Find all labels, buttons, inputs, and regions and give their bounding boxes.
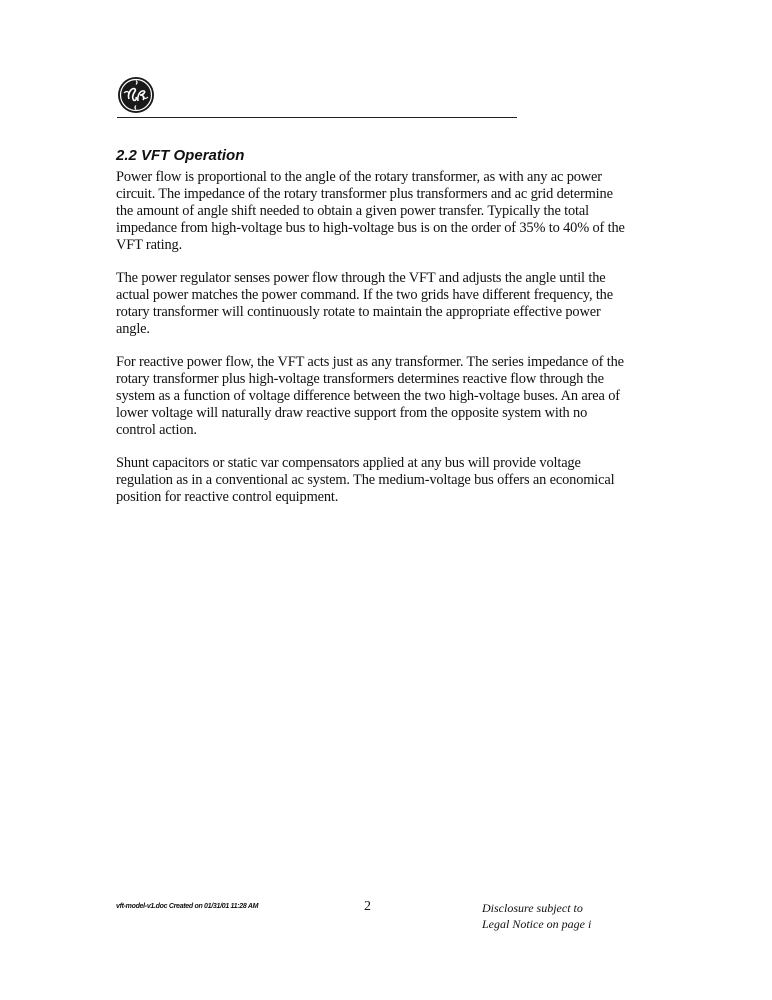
ge-logo-icon — [117, 76, 155, 114]
header-rule — [117, 117, 517, 118]
page-footer — [0, 899, 772, 939]
disclosure-line-1: Disclosure subject to — [482, 901, 583, 915]
paragraph-reactive-power: For reactive power flow, the VFT acts just as any transformer. The series impedance of the rotary transformer plus high-voltage transformers determines reactive flow through the system as a function of voltage difference between the two high-voltage buses. An area of lower voltage will naturally draw reactive support from the opposite system with no control action. — [116, 354, 624, 438]
page-number: 2 — [364, 899, 371, 914]
section-title: 2.2 VFT Operation — [116, 147, 245, 164]
disclosure-line-2: Legal Notice on page i — [482, 917, 592, 931]
paragraph-power-flow: Power flow is proportional to the angle of the rotary transformer, as with any ac power circuit. The impedance of the rotary transformer plus transformers and ac grid determine the amount of angle shift needed to obtain a given power transfer. Typically the total impedance from high-voltage bus to high-voltage bus is on the order of 35% to 40% of the VFT rating. — [116, 169, 625, 253]
paragraph-power-regulator: The power regulator senses power flow through the VFT and adjusts the angle until the actual power matches the power command. If the two grids have different frequency, the rotary transformer will continuously rotate to maintain the appropriate effective power angle. — [116, 270, 613, 337]
footer-file-info: vft-model-v1.doc Created on 01/31/01 11:28 AM — [116, 903, 259, 910]
footer-disclosure — [482, 900, 591, 932]
paragraph-shunt-capacitors: Shunt capacitors or static var compensators applied at any bus will provide voltage regulation as in a conventional ac system. The medium-voltage bus offers an economical position for reactive control equipment. — [116, 455, 615, 505]
section-vft-operation — [116, 147, 626, 522]
